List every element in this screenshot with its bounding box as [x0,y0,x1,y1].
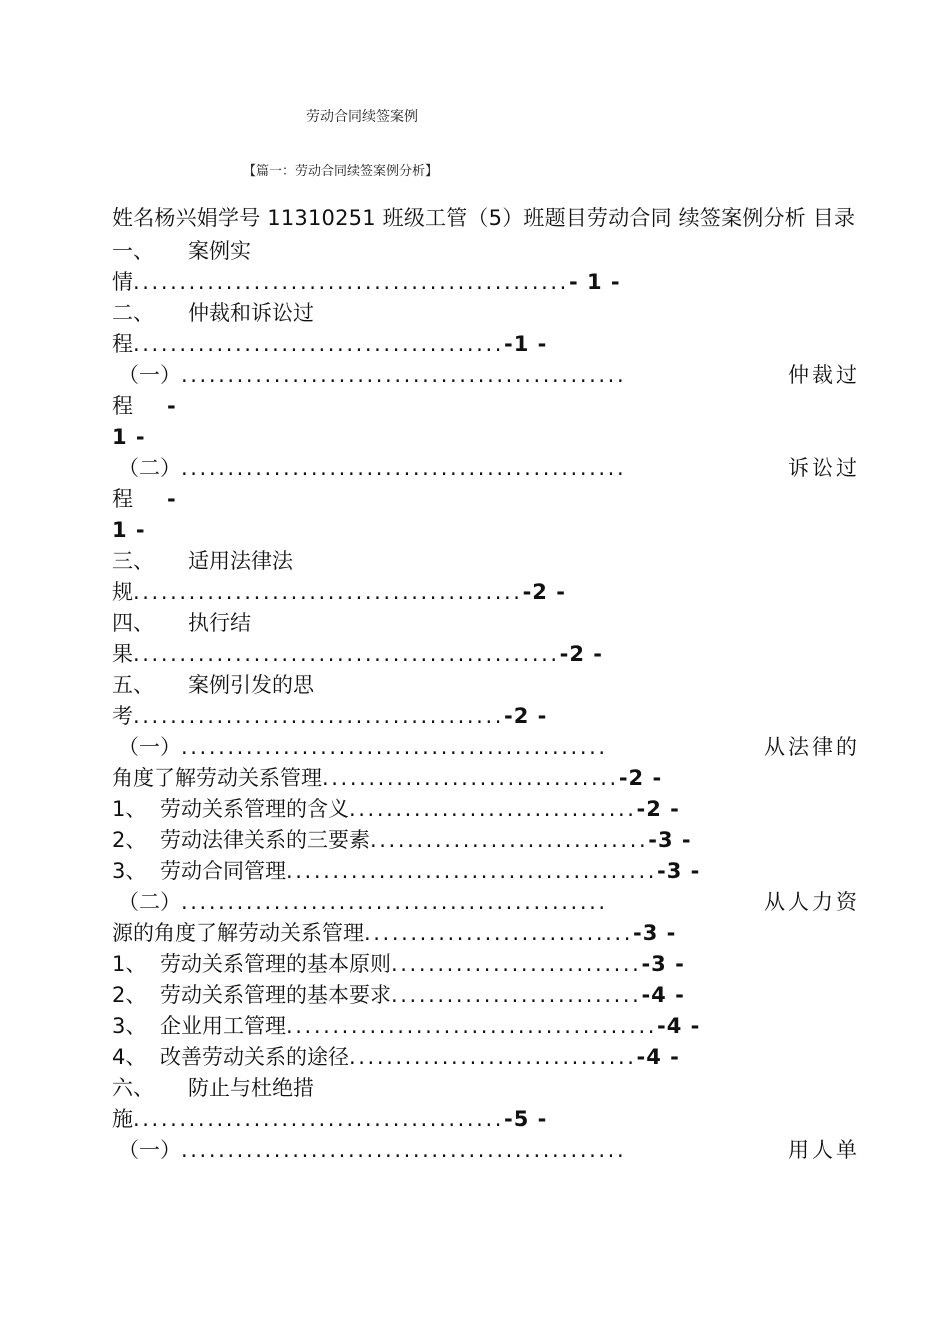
toc-number: 五、 [112,673,154,697]
toc-line [112,825,860,856]
toc-text: 1 - [112,425,146,449]
toc-dots: .............................. [370,828,649,852]
toc-number: 六、 [112,1076,154,1100]
toc-line [112,577,860,608]
toc-dots: ................................ [322,766,619,790]
toc-number: 1、 [112,952,147,976]
toc-text: 果 [112,642,133,666]
toc-page-number: -2 - [618,766,663,790]
toc-dots: ........................................ [133,1107,505,1131]
toc-line [112,422,860,453]
toc-number: 四、 [112,611,154,635]
toc-text: 源的角度了解劳动关系管理 [112,921,364,945]
toc-line [112,949,860,980]
toc-dots: .............................................. [133,642,560,666]
toc-line [112,236,860,267]
toc-text: 角度了解劳动关系管理 [112,766,322,790]
toc-text: 劳动关系管理的基本要求 [160,983,391,1007]
toc-line [112,980,860,1011]
toc-dots: ........................... [391,983,642,1007]
toc-page-number: - [167,394,177,418]
document-subtitle: 【篇一：劳动合同续签案例分析】 [243,164,439,179]
toc-text: 情 [112,270,133,294]
toc-tail: 从人力资 [764,890,860,914]
toc-text: 劳动关系管理的基本原则 [160,952,391,976]
toc-page-number: -4 - [641,983,685,1007]
toc-page-number: - [167,487,177,511]
toc-line [112,1042,860,1073]
toc-page-number: -1 - [504,332,548,356]
document-body [112,203,860,1166]
toc-page-number: -2 - [636,797,680,821]
toc-page-number: -2 - [522,580,566,604]
toc-text: 防止与杜绝措 [188,1076,314,1100]
toc-text: 程 [112,332,133,356]
toc-dots: ................................................ [181,363,627,387]
toc-line [112,887,860,918]
toc-text: 仲裁和诉讼过 [188,301,314,325]
toc-line [112,639,860,670]
toc-text: 程 [112,394,133,418]
toc-text: 执行结 [188,611,251,635]
toc-page-number: -2 - [559,642,604,666]
toc-dots: ........................................ [133,704,505,728]
toc-line [112,515,860,546]
toc-line [112,546,860,577]
toc-line [112,1135,860,1166]
toc-dots: .............................................. [181,735,608,759]
toc-text: 案例实 [188,239,251,263]
toc-page-number: -4 - [657,1014,701,1038]
toc-dots: ............................. [364,921,633,945]
toc-number: 3、 [112,859,147,883]
toc-tail: 用人单 [788,1138,860,1162]
toc-text: 企业用工管理 [160,1014,286,1038]
toc-text: 劳动关系管理的含义 [160,797,349,821]
toc-page-number: -3 - [648,828,692,852]
table-of-contents [112,236,860,1166]
toc-line [112,856,860,887]
toc-dots: ............................................... [133,270,569,294]
toc-text: 劳动法律关系的三要素 [160,828,370,852]
toc-page-number: -2 - [504,704,548,728]
toc-page-number: -3 - [641,952,685,976]
toc-line [112,794,860,825]
toc-tail: 仲裁过 [788,363,860,387]
toc-number: 2、 [112,983,147,1007]
toc-line [112,918,860,949]
toc-line [112,1073,860,1104]
toc-line [112,329,860,360]
toc-text: 适用法律法 [188,549,293,573]
toc-line [112,670,860,701]
toc-text: 改善劳动关系的途径 [160,1045,349,1069]
toc-page-number: -3 - [632,921,677,945]
toc-lead: （一） [118,735,181,759]
toc-dots: ................................................ [181,456,627,480]
toc-line [112,732,860,763]
toc-dots: .............................................. [181,890,608,914]
document-title: 劳动合同续签案例 [306,109,418,125]
toc-dots: ................................................ [181,1138,627,1162]
toc-line [112,391,860,422]
toc-number: 4、 [112,1045,147,1069]
toc-page-number: -4 - [636,1045,680,1069]
toc-line [112,267,860,298]
toc-dots: ........................... [391,952,642,976]
toc-dots: ........................................ [286,859,658,883]
toc-line [112,360,860,391]
toc-line [112,484,860,515]
toc-line [112,1011,860,1042]
toc-line [112,298,860,329]
toc-lead: （二） [118,890,181,914]
toc-number: 2、 [112,828,147,852]
toc-text: 案例引发的思 [188,673,314,697]
toc-page-number: - 1 - [568,270,621,294]
toc-line [112,763,860,794]
toc-text: 程 [112,487,133,511]
toc-number: 二、 [112,301,154,325]
toc-text: 规 [112,580,133,604]
toc-text: 劳动合同管理 [160,859,286,883]
toc-text: 考 [112,704,133,728]
toc-dots: ........................................ [133,332,505,356]
toc-lead: （一） [118,363,181,387]
toc-page-number: -5 - [504,1107,548,1131]
toc-dots: ............................... [349,797,637,821]
toc-line [112,701,860,732]
toc-line [112,1104,860,1135]
toc-dots: ........................................ [286,1014,658,1038]
intro-paragraph: 姓名杨兴娟学号 11310251 班级工管（5）班题目劳动合同 续签案例分析 目录 [112,206,856,230]
toc-tail: 诉讼过 [788,456,860,480]
toc-number: 3、 [112,1014,147,1038]
toc-number: 一、 [112,239,154,263]
toc-number: 1、 [112,797,147,821]
toc-line [112,608,860,639]
toc-text: 1 - [112,518,146,542]
toc-line [112,453,860,484]
toc-tail: 从法律的 [764,735,860,759]
toc-lead: （一） [118,1138,181,1162]
toc-dots: .......................................... [133,580,523,604]
toc-page-number: -3 - [657,859,701,883]
toc-dots: ............................... [349,1045,637,1069]
toc-lead: （二） [118,456,181,480]
toc-number: 三、 [112,549,154,573]
toc-text: 施 [112,1107,133,1131]
